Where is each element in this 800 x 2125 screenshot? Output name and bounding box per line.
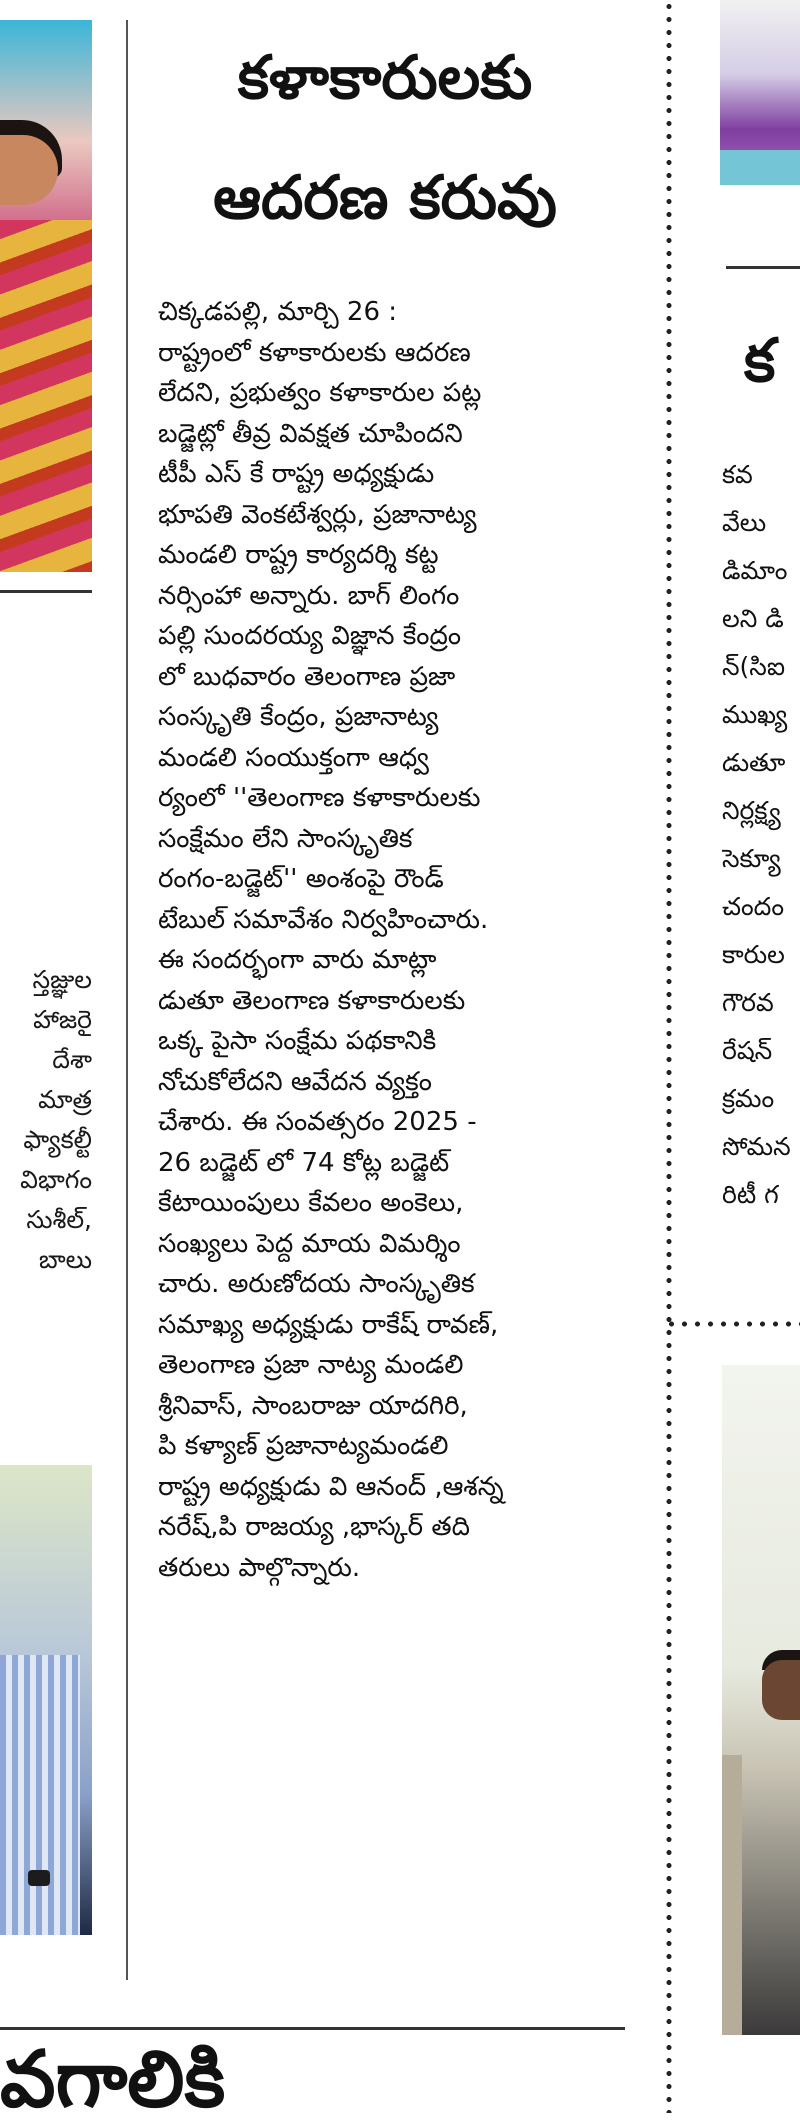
article-line: శ్రీనివాస్, సాంబరాజు యాదగిరి, <box>158 1390 468 1421</box>
article-line: మండలి సంయుక్తంగా ఆధ్వ <box>158 742 429 773</box>
article-line: సమాఖ్య అధ్యక్షుడు రాకేష్ రావణ్, <box>158 1309 499 1340</box>
photo-watch <box>28 1870 50 1886</box>
dotted-column-separator <box>665 0 673 2113</box>
right-fragment: ముఖ్య <box>722 700 788 729</box>
article-line: టీపీ ఎస్ కే రాష్ట్ర అధ్యక్షుడు <box>158 459 435 489</box>
article-body <box>158 292 628 1588</box>
right-photo-top <box>720 0 800 185</box>
article-line: లో బుధవారం తెలంగాణ ప్రజా <box>158 661 456 692</box>
article-headline-line2: ఆదరణ కరువు <box>213 163 557 233</box>
article-line: ఈ సందర్భంగా వారు మాట్లా <box>158 945 437 975</box>
right-fragment: కారుల <box>722 940 785 969</box>
article-line: పి కళ్యాణ్ ప్రజానాట్యమండలి <box>158 1431 449 1461</box>
right-fragment: సోమన <box>722 1132 791 1161</box>
article-line: లేదని, ప్రభుత్వం కళాకారుల పట్ల <box>158 378 482 408</box>
left-photo-woman <box>0 20 92 572</box>
article-line: మండలి రాష్ట్ర కార్యదర్శి కట్ట <box>158 540 439 570</box>
article-line: ఒక్క పైసా సంక్షేమ పథకానికి <box>158 1026 437 1056</box>
article-line: ర్యంలో ''తెలంగాణ కళాకారులకు <box>158 783 481 813</box>
left-fragment: ఫ్యాకల్టీ <box>23 1125 92 1154</box>
right-photo-bottom <box>722 1365 800 2035</box>
article-line: తరులు పాల్గొన్నారు. <box>158 1552 361 1583</box>
right-fragment: కవ <box>722 460 753 489</box>
right-divider <box>726 266 800 269</box>
left-fragment: మాత్ర <box>38 1085 92 1114</box>
right-fragment: వేలు <box>722 508 767 537</box>
dotted-row-separator <box>665 1320 800 1328</box>
next-article-headline: వగాలికి <box>0 2035 226 2125</box>
article-line: టేబుల్ సమావేశం నిర్వహించారు. <box>158 904 489 935</box>
column-rule <box>126 20 128 1980</box>
article-line: చిక్కడపల్లి, మార్చి 26 : <box>158 297 398 327</box>
left-fragment: సుశీల్, <box>26 1205 92 1234</box>
article-line: రాష్ట్రంలో కళాకారులకు ఆదరణ <box>158 337 471 368</box>
photo-chair <box>722 1755 742 2035</box>
article-line: సంఖ్యలు పెద్ద మాయ విమర్శిం <box>158 1228 461 1259</box>
article-line: నోచుకోలేదని ఆవేదన వ్యక్తం <box>158 1066 432 1097</box>
right-fragment: డిమాం <box>722 556 788 585</box>
article-line: తెలంగాణ ప్రజా నాట్య మండలి <box>158 1350 464 1380</box>
article-line: సంస్కృతి కేంద్రం, ప్రజానాట్య <box>158 702 439 732</box>
article-line: 26 బడ్జెట్ లో 74 కోట్ల బడ్జెట్ <box>158 1147 450 1178</box>
photo-shirt <box>0 1655 80 1935</box>
article-line: పల్లి సుందరయ్య విజ్ఞాన కేంద్రం <box>158 621 462 651</box>
article-line: భూపతి వెంకటేశ్వర్లు, ప్రజానాట్య <box>158 499 477 530</box>
article-headline-line1: కళాకారులకు <box>237 43 533 113</box>
right-fragment: లని డి <box>722 604 784 633</box>
right-fragment: న్(సిఐ <box>722 652 786 681</box>
article-line: డుతూ తెలంగాణ కళాకారులకు <box>158 985 466 1016</box>
photo-saree <box>0 220 92 572</box>
left-divider <box>0 590 92 593</box>
left-photo-man <box>0 1465 92 1935</box>
left-fragment: విభాగం <box>20 1165 92 1194</box>
left-fragment: దేశా <box>52 1045 92 1074</box>
article-line: చేశారు. ఈ సంవత్సరం 2025 - <box>158 1107 477 1137</box>
article-line: బడ్జెట్లో తీవ్ర వివక్షత చూపిందని <box>158 418 463 449</box>
article-line: సంక్షేమం లేని సాంస్కృతిక <box>158 823 413 854</box>
left-fragment: బాలు <box>38 1245 92 1274</box>
right-fragment: నిర్లక్ష్య <box>722 796 781 825</box>
left-fragment: హాజరై <box>33 1005 92 1034</box>
right-fragment: రిటీ గ <box>722 1180 779 1209</box>
article-line: చారు. అరుణోదయ సాంస్కృతిక <box>158 1269 475 1299</box>
right-fragment: డుతూ <box>722 748 786 777</box>
right-fragment: గౌరవ <box>722 988 774 1017</box>
right-article-headline: క <box>744 326 776 396</box>
photo-base <box>720 150 800 185</box>
article-line: కేటాయింపులు కేవలం అంకెలు, <box>158 1188 464 1218</box>
right-fragment: సెక్యూ <box>722 844 781 873</box>
right-fragment: చందం <box>722 892 785 921</box>
bottom-divider <box>0 2027 625 2030</box>
left-fragment: స్తజ్ఞుల <box>32 965 92 994</box>
photo-face <box>762 1660 800 1720</box>
article-line: రాష్ట్ర అధ్యక్షుడు వి ఆనంద్ ,ఆశన్న <box>158 1471 504 1502</box>
article-line: నరేష్,పి రాజయ్య ,భాస్కర్ తది <box>158 1512 470 1542</box>
article-line: నర్సింహా అన్నారు. బాగ్ లింగం <box>158 580 460 611</box>
article-line: రంగం-బడ్జెట్'' అంశంపై రౌండ్ <box>158 864 444 894</box>
right-fragment: క్రమం <box>722 1084 775 1113</box>
right-fragment: రేషన్ <box>722 1036 773 1065</box>
